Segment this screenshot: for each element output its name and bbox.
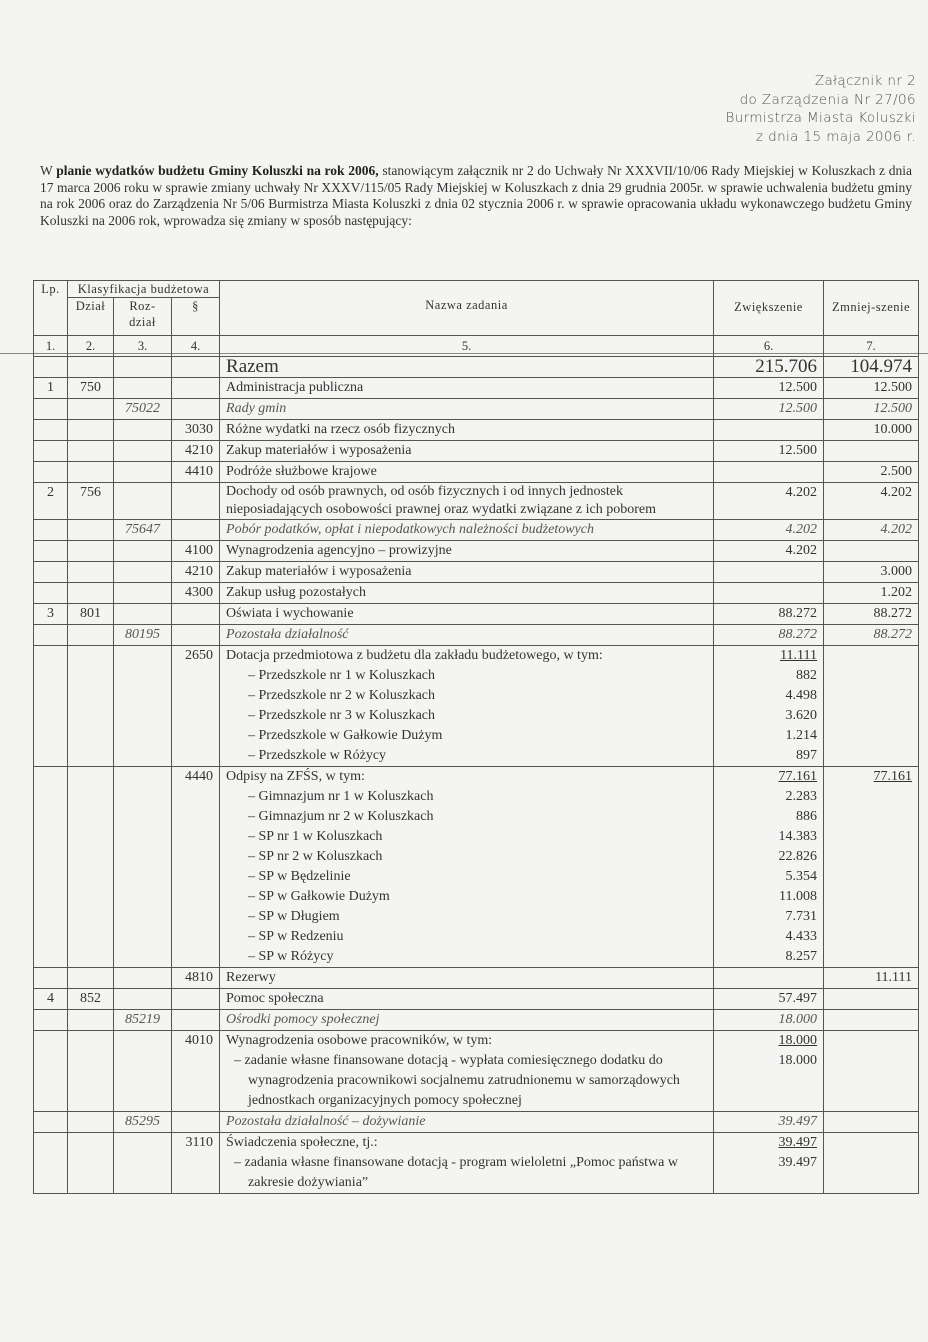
- col-num: 5.: [220, 336, 714, 357]
- increase: [714, 968, 824, 989]
- item-name: [220, 646, 714, 767]
- item-name: [220, 1031, 714, 1112]
- lp: 2: [34, 483, 68, 520]
- sub-item: – Przedszkole nr 1 w Koluszkach: [226, 666, 707, 686]
- sub-item: – Gimnazjum nr 1 w Koluszkach: [226, 787, 707, 807]
- increase: 4.202: [714, 541, 824, 562]
- decrease: [824, 989, 919, 1010]
- chapter-name: Pozostała działalność: [220, 625, 714, 646]
- chapter-name: Rady gmin: [220, 399, 714, 420]
- sub-value: 5.354: [785, 869, 818, 884]
- item-row: [34, 767, 919, 968]
- decrease: [824, 541, 919, 562]
- item-total: 11.111: [780, 648, 818, 663]
- lp: 3: [34, 604, 68, 625]
- section-row: [34, 604, 919, 625]
- sub-item: – SP w Długiem: [226, 907, 707, 927]
- sub-value: 1.214: [785, 728, 818, 743]
- increase: 12.500: [714, 441, 824, 462]
- col-num: 3.: [114, 336, 172, 357]
- annex-header: [725, 72, 916, 146]
- sub-item: – Gimnazjum nr 2 w Koluszkach: [226, 807, 707, 827]
- item-name: Rezerwy: [220, 968, 714, 989]
- item-total-decrease: 77.161: [873, 769, 913, 784]
- increase: 88.272: [714, 625, 824, 646]
- sub-value: 3.620: [785, 708, 818, 723]
- item-title: Wynagrodzenia osobowe pracowników, w tym:: [226, 1033, 493, 1048]
- paragraph-code: 3030: [172, 420, 220, 441]
- decrease: [824, 767, 919, 968]
- header-row: [34, 281, 919, 298]
- col-num: 4.: [172, 336, 220, 357]
- increase: 88.272: [714, 604, 824, 625]
- item-title: Świadczenia społeczne, tj.:: [226, 1135, 378, 1150]
- header-dzial: Dział: [68, 298, 114, 336]
- decrease: [824, 646, 919, 767]
- header-rozdzial: Roz-dział: [114, 298, 172, 336]
- increase: 39.497: [714, 1112, 824, 1133]
- sub-value: 22.826: [778, 849, 818, 864]
- total-decrease: 104.974: [824, 357, 919, 378]
- intro-paragraph: [40, 163, 912, 229]
- decrease: [824, 441, 919, 462]
- decrease: 88.272: [824, 604, 919, 625]
- sub-value: 18.000: [778, 1053, 818, 1068]
- paragraph-code: 4300: [172, 583, 220, 604]
- header-zwiekszenie: Zwiększenie: [714, 281, 824, 336]
- item-name: [220, 1133, 714, 1194]
- decrease: [824, 1010, 919, 1031]
- header-klasyfikacja: Klasyfikacja budżetowa: [68, 281, 220, 298]
- annex-ordinance: do Zarządzenia Nr 27/06: [739, 91, 916, 108]
- sub-item: – zadania własne finansowane dotacją - program wieloletni „Pomoc państwa w zakresie dożywiania”: [226, 1153, 707, 1193]
- item-row: [34, 541, 919, 562]
- section-row: [34, 483, 919, 520]
- item-total: 77.161: [778, 769, 818, 784]
- item-name: Podróże służbowe krajowe: [220, 462, 714, 483]
- item-total: 18.000: [778, 1033, 818, 1048]
- increase: 57.497: [714, 989, 824, 1010]
- chapter-row: [34, 1112, 919, 1133]
- rozdzial-code: 80195: [114, 625, 172, 646]
- section-name: Oświata i wychowanie: [220, 604, 714, 625]
- rozdzial-code: 85219: [114, 1010, 172, 1031]
- increase: 4.202: [714, 520, 824, 541]
- decrease: 88.272: [824, 625, 919, 646]
- increase: [714, 562, 824, 583]
- item-row: [34, 968, 919, 989]
- decrease: [824, 1112, 919, 1133]
- total-label: Razem: [220, 357, 714, 378]
- chapter-name: Pobór podatków, opłat i niepodatkowych należności budżetowych: [220, 520, 714, 541]
- item-row: [34, 1031, 919, 1112]
- sub-item: – zadanie własne finansowane dotacją - wypłata comiesięcznego dodatku do wynagrodzenia pracownikowi socjalnemu zatrudnionemu w samorządowych jednostkach organizacyjnych pomocy społecznej: [226, 1051, 707, 1111]
- increase: 12.500: [714, 378, 824, 399]
- sub-item: – Przedszkole w Gałkowie Dużym: [226, 726, 707, 746]
- header-lp: Lp.: [34, 281, 68, 336]
- paragraph-code: 4810: [172, 968, 220, 989]
- annex-issuer: Burmistrza Miasta Koluszki: [725, 110, 916, 126]
- chapter-name: Pozostała działalność – dożywianie: [220, 1112, 714, 1133]
- header-paragraf: §: [172, 298, 220, 336]
- item-title: Odpisy na ZFŚS, w tym:: [226, 769, 365, 784]
- item-row: [34, 462, 919, 483]
- col-num: 1.: [34, 336, 68, 357]
- sub-value: 2.283: [785, 789, 818, 804]
- sub-value: 14.383: [778, 829, 818, 844]
- sub-value: 11.008: [779, 889, 818, 904]
- item-name: Zakup materiałów i wyposażenia: [220, 562, 714, 583]
- paragraph-code: 4010: [172, 1031, 220, 1112]
- annex-number: Załącznik nr 2: [814, 73, 916, 89]
- sub-item: – SP w Redzeniu: [226, 927, 707, 947]
- col-num: 7.: [824, 336, 919, 357]
- decrease: 1.202: [824, 583, 919, 604]
- sub-item: – SP w Będzelinie: [226, 867, 707, 887]
- sub-value: 4.498: [785, 688, 818, 703]
- chapter-row: [34, 520, 919, 541]
- intro-bold-title: planie wydatków budżetu Gminy Koluszki na rok 2006,: [56, 163, 379, 178]
- increase: [714, 1133, 824, 1194]
- decrease: 2.500: [824, 462, 919, 483]
- item-row: [34, 562, 919, 583]
- paragraph-code: 4210: [172, 441, 220, 462]
- section-row: [34, 378, 919, 399]
- sub-value: 4.433: [785, 929, 818, 944]
- paragraph-code: 4440: [172, 767, 220, 968]
- increase: [714, 420, 824, 441]
- sub-item: – SP nr 2 w Koluszkach: [226, 847, 707, 867]
- sub-value: 897: [796, 748, 818, 763]
- paragraph-code: 4100: [172, 541, 220, 562]
- increase: 18.000: [714, 1010, 824, 1031]
- chapter-row: [34, 399, 919, 420]
- col-num: 2.: [68, 336, 114, 357]
- dzial: 750: [68, 378, 114, 399]
- column-numbers-row: [34, 336, 919, 357]
- rozdzial-code: 85295: [114, 1112, 172, 1133]
- dzial: 801: [68, 604, 114, 625]
- lp: 1: [34, 378, 68, 399]
- intro-lead: W: [40, 163, 57, 178]
- increase: [714, 1031, 824, 1112]
- item-total: 39.497: [778, 1135, 818, 1150]
- decrease: 3.000: [824, 562, 919, 583]
- item-row: [34, 646, 919, 767]
- item-title: Dotacja przedmiotowa z budżetu dla zakładu budżetowego, w tym:: [226, 648, 603, 663]
- decrease: 10.000: [824, 420, 919, 441]
- sub-value: 882: [796, 668, 818, 683]
- total-row: [34, 357, 919, 378]
- item-row: [34, 583, 919, 604]
- section-name: Pomoc społeczna: [220, 989, 714, 1010]
- dzial: 852: [68, 989, 114, 1010]
- header-nazwa: Nazwa zadania: [220, 281, 714, 336]
- decrease: 12.500: [824, 378, 919, 399]
- item-name: Wynagrodzenia agencyjno – prowizyjne: [220, 541, 714, 562]
- item-name: Zakup usług pozostałych: [220, 583, 714, 604]
- chapter-row: [34, 625, 919, 646]
- item-name: Zakup materiałów i wyposażenia: [220, 441, 714, 462]
- sub-item: – SP w Różycy: [226, 947, 707, 967]
- sub-item: – SP nr 1 w Koluszkach: [226, 827, 707, 847]
- intro-body: stanowiącym załącznik nr 2 do Uchwały Nr XXXVII/10/06 Rady Miejskiej w Koluszkach z dnia 17 marca 2006 roku w sprawie zmiany uchwały Nr XXXV/115/05 Rady Miejskiej w Koluszkach z dnia 29 grudnia 2005r. w sprawie uchwalenia budżetu gminy na rok 2006 oraz do Zarządzenia Nr 5/06 Burmistrza Miasta Koluszki z dnia 02 stycznia 2006 r. w sprawie opracowania układu wykonawczego budżetu Gminy Koluszki na 2006 rok, wprowadza się zmiany w sposób następujący:: [40, 163, 912, 228]
- increase: [714, 646, 824, 767]
- sub-value: 886: [796, 809, 818, 824]
- sub-value: 7.731: [785, 909, 818, 924]
- chapter-name: Ośrodki pomocy społecznej: [220, 1010, 714, 1031]
- item-name: [220, 767, 714, 968]
- sub-item: – Przedszkole w Różycy: [226, 746, 707, 766]
- sub-item: – SP w Gałkowie Dużym: [226, 887, 707, 907]
- increase: 4.202: [714, 483, 824, 520]
- section-row: [34, 989, 919, 1010]
- paragraph-code: 2650: [172, 646, 220, 767]
- increase: [714, 767, 824, 968]
- annex-date: z dnia 15 maja 2006 r.: [755, 128, 916, 145]
- rozdzial-code: 75022: [114, 399, 172, 420]
- sub-value: 8.257: [785, 949, 818, 964]
- decrease: 12.500: [824, 399, 919, 420]
- decrease: 4.202: [824, 483, 919, 520]
- paragraph-code: 3110: [172, 1133, 220, 1194]
- sub-value: 39.497: [778, 1155, 818, 1170]
- sub-item: – Przedszkole nr 3 w Koluszkach: [226, 706, 707, 726]
- item-row: [34, 420, 919, 441]
- dzial: 756: [68, 483, 114, 520]
- increase: [714, 462, 824, 483]
- sub-item: – Przedszkole nr 2 w Koluszkach: [226, 686, 707, 706]
- total-increase: 215.706: [714, 357, 824, 378]
- section-name: Dochody od osób prawnych, od osób fizycznych i od innych jednostek nieposiadających osobowości prawnej oraz wydatki związane z ich poborem: [220, 483, 714, 520]
- item-name: Różne wydatki na rzecz osób fizycznych: [220, 420, 714, 441]
- budget-table: [33, 280, 919, 1194]
- section-name: Administracja publiczna: [220, 378, 714, 399]
- rozdzial-code: 75647: [114, 520, 172, 541]
- increase: 12.500: [714, 399, 824, 420]
- decrease: 4.202: [824, 520, 919, 541]
- item-row: [34, 1133, 919, 1194]
- paragraph-code: 4210: [172, 562, 220, 583]
- increase: [714, 583, 824, 604]
- paragraph-code: 4410: [172, 462, 220, 483]
- chapter-row: [34, 1010, 919, 1031]
- lp: 4: [34, 989, 68, 1010]
- item-row: [34, 441, 919, 462]
- col-num: 6.: [714, 336, 824, 357]
- decrease: 11.111: [824, 968, 919, 989]
- header-zmniejszenie: Zmniej-szenie: [824, 281, 919, 336]
